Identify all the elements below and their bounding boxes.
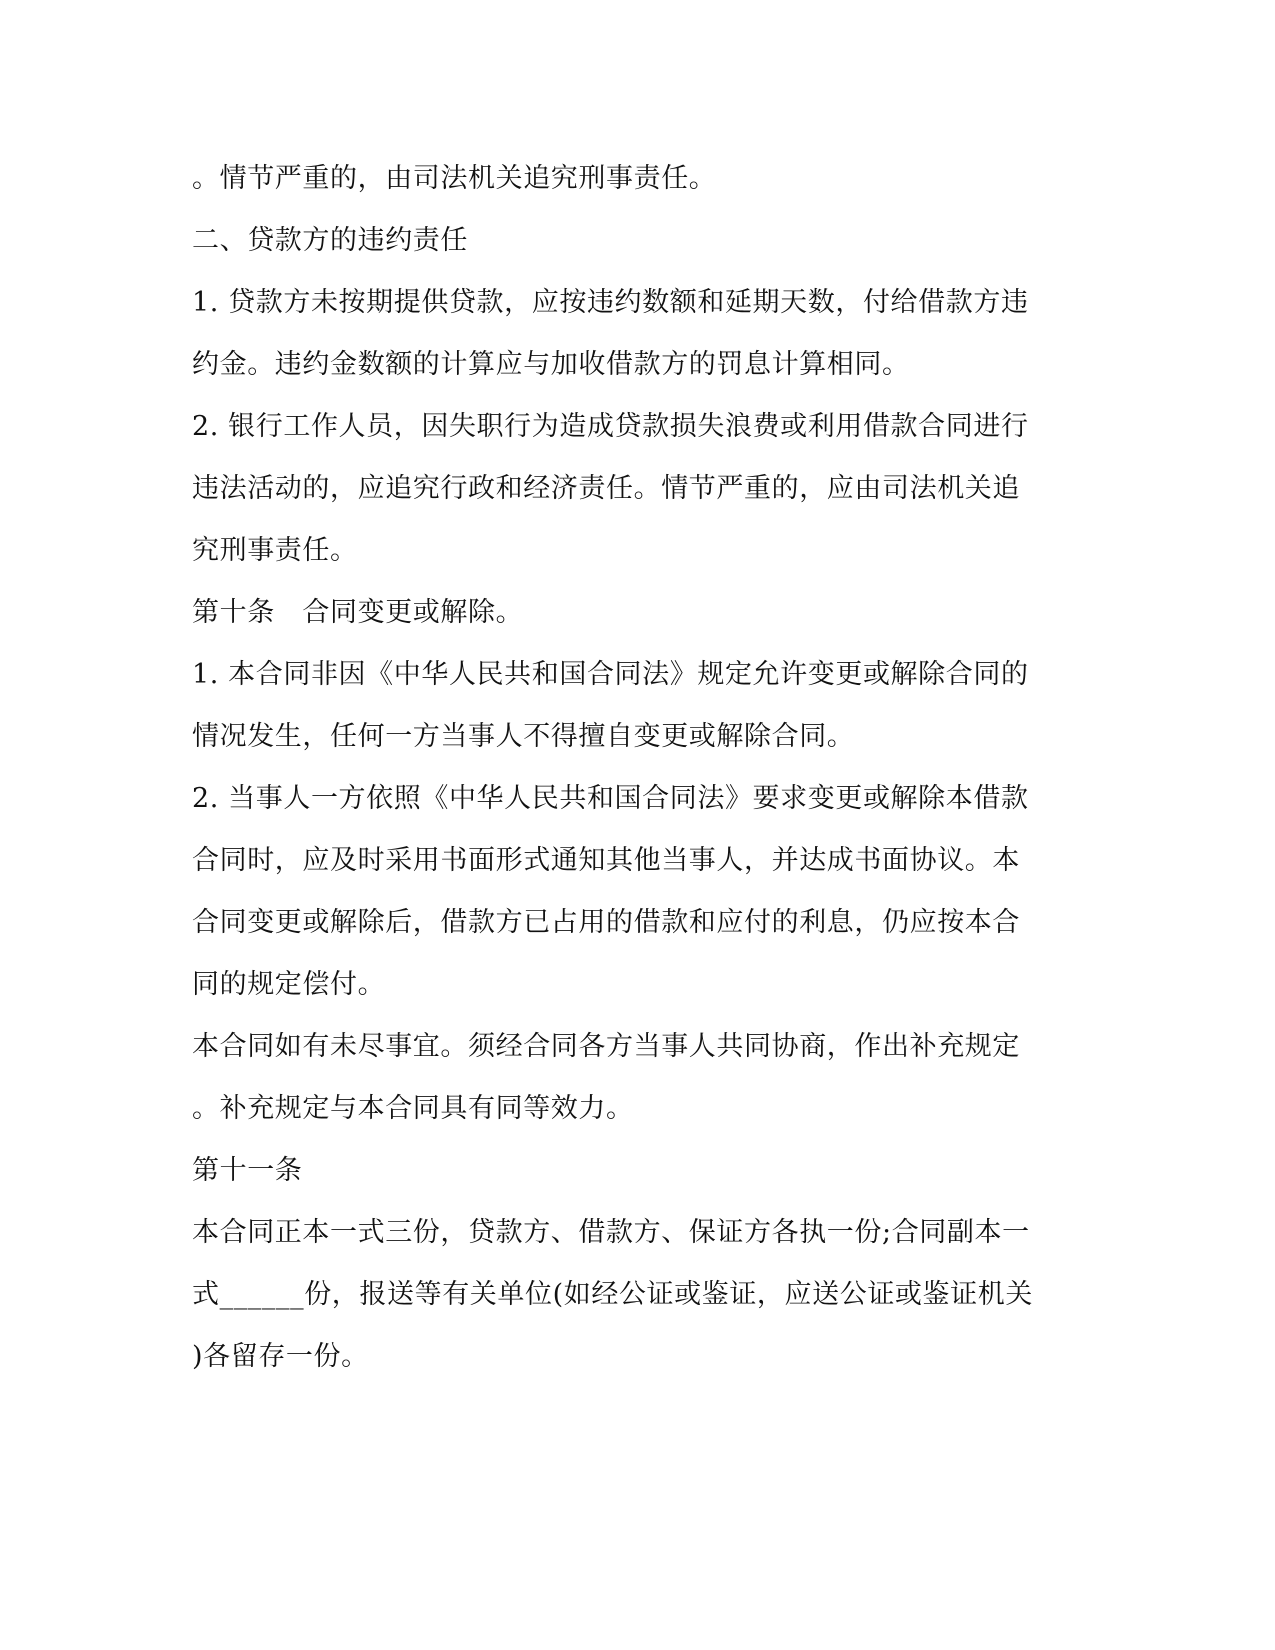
text-line-9: 1. 本合同非因《中华人民共和国合同法》规定允许变更或解除合同的	[192, 659, 1029, 690]
article-heading-10: 第十条 合同变更或解除。	[192, 597, 524, 628]
text-line-7: 究刑事责任。	[192, 535, 358, 566]
text-line-18: 本合同正本一式三份，贷款方、借款方、保证方各执一份;合同副本一	[192, 1217, 1030, 1248]
text-line-19: 式______份，报送等有关单位(如经公证或鉴证，应送公证或鉴证机关	[192, 1279, 1033, 1310]
text-line-16: 。补充规定与本合同具有同等效力。	[192, 1093, 634, 1124]
text-line-5: 2. 银行工作人员，因失职行为造成贷款损失浪费或利用借款合同进行	[192, 411, 1029, 442]
text-line-6: 违法活动的，应追究行政和经济责任。情节严重的，应由司法机关追	[192, 473, 1020, 504]
text-line-1: 。情节严重的，由司法机关追究刑事责任。	[192, 163, 717, 194]
text-line-11: 2. 当事人一方依照《中华人民共和国合同法》要求变更或解除本借款	[192, 783, 1029, 814]
text-line-20: )各留存一份。	[192, 1341, 369, 1372]
text-line-14: 同的规定偿付。	[192, 969, 386, 1000]
text-line-15: 本合同如有未尽事宜。须经合同各方当事人共同协商，作出补充规定	[192, 1031, 1020, 1062]
text-line-10: 情况发生，任何一方当事人不得擅自变更或解除合同。	[192, 721, 855, 752]
section-heading-lender-liability: 二、贷款方的违约责任	[192, 225, 468, 256]
text-line-3: 1. 贷款方未按期提供贷款，应按违约数额和延期天数，付给借款方违	[192, 287, 1029, 318]
text-line-12: 合同时，应及时采用书面形式通知其他当事人，并达成书面协议。本	[192, 845, 1020, 876]
text-line-13: 合同变更或解除后，借款方已占用的借款和应付的利息，仍应按本合	[192, 907, 1020, 938]
text-line-4: 约金。违约金数额的计算应与加收借款方的罚息计算相同。	[192, 349, 910, 380]
article-heading-11: 第十一条	[192, 1155, 303, 1186]
